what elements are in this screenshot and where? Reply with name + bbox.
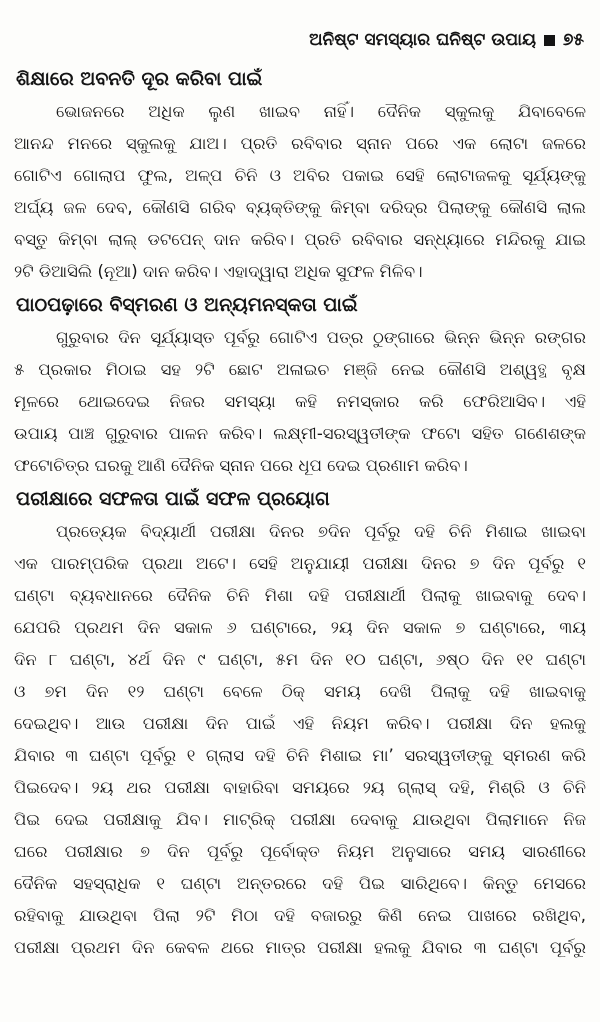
paragraph-line: ପିଇ ଦେଇ ପରୀକ୍ଷାକୁ ଯିବ। ମାଟ୍ରିକ୍ ପରୀକ୍ଷା ଦେବାକୁ ଯାଉଥିବା ପିଲାମାନେ ନିଜ	[14, 810, 586, 829]
section-heading: ପାଠପଢ଼ାରେ ବିସ୍ମରଣ ଓ ଅନ୍ୟମନସ୍କତା ପାଇଁ	[16, 294, 358, 316]
paragraph-line: ଫଟୋଚିତ୍ର ଘରକୁ ଆଣି ଦୈନିକ ସ୍ନାନ ପରେ ଧୂପ ଦେଇ ପ୍ରଣାମ କରିବ।	[14, 456, 468, 475]
paragraph-line: ଗୋଟିଏ ଗୋଲାପ ଫୁଲ, ଅଳ୍ପ ଚିନି ଓ ଅବିର ପକାଇ ସେହି ଲୋଟାଜଳକୁ ସୂର୍ଯ୍ୟଙ୍କୁ	[14, 166, 586, 185]
paragraph-line: ରହିବାକୁ ଯାଉଥିବା ପିଲା ୨ଟି ମିଠା ଦହି ବଜାରରୁ କିଣି ନେଇ ପାଖରେ ରଖିଥିବ,	[14, 906, 586, 925]
paragraph-line: ଯିବାର ୩ ଘଣ୍ଟା ପୂର୍ବରୁ ୧ ଗ୍ଲାସ ଦହି ଚିନି ମିଶାଇ ମା’ ସରସ୍ୱତୀଙ୍କୁ ସ୍ମରଣ କରି	[14, 746, 586, 765]
paragraph-line: ଉପାୟ ପାଞ୍ଚ ଗୁରୁବାର ପାଳନ କରିବ। ଲକ୍ଷ୍ମୀ-ସରସ୍ୱତୀଙ୍କ ଫଟୋ ସହିତ ଗଣେଶଙ୍କ	[14, 424, 586, 443]
paragraph-line: ଓ ୭ମ ଦିନ ୧୨ ଘଣ୍ଟା ବେଳେ ଠିକ୍ ସମୟ ଦେଖି ପିଲାକୁ ଦହି ଖାଇବାକୁ	[14, 682, 586, 701]
paragraph-line: ଗୁରୁବାର ଦିନ ସୂର୍ଯ୍ୟାସ୍ତ ପୂର୍ବରୁ ଗୋଟିଏ ପତ୍ର ଠୁଙ୍ଗାରେ ଭିନ୍ନ ଭିନ୍ନ ରଙ୍ଗର	[56, 328, 586, 347]
paragraph-line: ଘଣ୍ଟା ବ୍ୟବଧାନରେ ଦୈନିକ ଚିନି ମିଶା ଦହି ପରୀକ୍ଷାର୍ଥୀ ପିଲାକୁ ଖାଇବାକୁ ଦେବ।	[14, 586, 586, 605]
paragraph-line: ଘରେ ପରୀକ୍ଷାର ୭ ଦିନ ପୂର୍ବରୁ ପୂର୍ବୋକ୍ତ ନିୟମ ଅନୁସାରେ ସମୟ ସାରଣୀରେ	[14, 842, 586, 861]
paragraph-line: ମୂଳରେ ଥୋଇଦେଇ ନିଜର ସମସ୍ୟା କହି ନମସ୍କାର କରି ଫେରିଆସିବ। ଏହି	[14, 392, 586, 411]
running-head-title: ଅନିଷ୍ଟ ସମସ୍ୟାର ଘନିଷ୍ଟ ଉପାୟ	[309, 30, 536, 50]
paragraph-line: ପିଇଦେବ। ୨ୟ ଥର ପରୀକ୍ଷା ବାହାରିବା ସମୟରେ ୨ୟ ଗ୍ଲାସ୍ ଦହି, ମିଶ୍ରି ଓ ଚିନି	[14, 778, 586, 797]
paragraph-line: ବସ୍ତୁ କିମ୍ବା ଲାଲ୍ ଡଟପେନ୍ ଦାନ କରିବ। ପ୍ରତି ରବିବାର ସନ୍ଧ୍ୟାରେ ମନ୍ଦିରକୁ ଯାଇ	[14, 230, 586, 249]
paragraph-line: ଭୋଜନରେ ଅଧିକ ଲୁଣ ଖାଇବ ନାହିଁ। ଦୈନିକ ସ୍କୁଲକୁ ଯିବାବେଳେ	[56, 102, 586, 121]
paragraph-line: ଅର୍ଘ୍ୟ ଜଳ ଦେବ, କୌଣସି ଗରିବ ବ୍ୟକ୍ତିଙ୍କୁ କିମ୍ବା ଦରିଦ୍ର ପିଲାଙ୍କୁ କୌଣସି ଲାଲ	[14, 198, 586, 217]
page-number: ୭୫	[562, 30, 584, 50]
paragraph-line: ଦେଇଥିବ। ଆଉ ପରୀକ୍ଷା ଦିନ ପାଇଁ ଏହି ନିୟମ କରିବ। ପରୀକ୍ଷା ଦିନ ହଲକୁ	[14, 714, 586, 733]
paragraph-line: ୫ ପ୍ରକାର ମିଠାଇ ସହ ୨ଟି ଛୋଟ ଅଳାଇଚ ମଞ୍ଜି ନେଇ କୌଣସି ଅଶ୍ୱତ୍ଥ ବୃକ୍ଷ	[14, 360, 586, 379]
paragraph-line: ଦୈନିକ ସହସ୍ରାଧିକ ୧ ଘଣ୍ଟା ଅନ୍ତରରେ ଦହି ପିଇ ସାରିଥିବେ। କିନ୍ତୁ ମେସରେ	[14, 874, 586, 893]
paragraph-line: ଦିନ ୮ ଘଣ୍ଟା, ୪ର୍ଥ ଦିନ ୯ ଘଣ୍ଟା, ୫ମ ଦିନ ୧୦ ଘଣ୍ଟା, ୬ଷ୍ଠ ଦିନ ୧୧ ଘଣ୍ଟା	[14, 650, 586, 669]
paragraph-line: ପ୍ରତ୍ୟେକ ବିଦ୍ୟାର୍ଥୀ ପରୀକ୍ଷା ଦିନର ୭ଦିନ ପୂର୍ବରୁ ଦହି ଚିନି ମିଶାଇ ଖାଇବା	[56, 522, 586, 541]
section-heading: ଶିକ୍ଷାରେ ଅବନତି ଦୂର କରିବା ପାଇଁ	[16, 68, 263, 90]
paragraph-line: ପରୀକ୍ଷା ପ୍ରଥମ ଦିନ କେବଳ ଥରେ ମାତ୍ର ପରୀକ୍ଷା ହଲକୁ ଯିବାର ୩ ଘଣ୍ଟା ପୂର୍ବରୁ	[14, 938, 586, 957]
square-bullet-icon	[544, 35, 555, 46]
section-heading: ପରୀକ୍ଷାରେ ସଫଳତା ପାଇଁ ସଫଳ ପ୍ରୟୋଗ	[16, 488, 330, 510]
running-head	[309, 30, 584, 50]
paragraph-line: ଆନନ୍ଦ ମନରେ ସ୍କୁଲକୁ ଯାଅ। ପ୍ରତି ରବିବାର ସ୍ନାନ ପରେ ଏକ ଲୋଟା ଜଳରେ	[14, 134, 586, 153]
paragraph-line: ଯେପରି ପ୍ରଥମ ଦିନ ସକାଳ ୬ ଘଣ୍ଟାରେ, ୨ୟ ଦିନ ସକାଳ ୭ ଘଣ୍ଟାରେ, ୩ୟ	[14, 618, 586, 637]
paragraph-line: ଏକ ପାରମ୍ପରିକ ପ୍ରଥା ଅଟେ। ସେହି ଅନୁଯାୟୀ ପରୀକ୍ଷା ଦିନର ୭ ଦିନ ପୂର୍ବରୁ ୧	[14, 554, 586, 573]
paragraph-line: ୨ଟି ଡିଆସିଲି (ନୂଆ) ଦାନ କରିବ। ଏହାଦ୍ୱାରା ଅଧିକ ସୁଫଳ ମିଳିବ।	[14, 262, 423, 281]
page-content	[14, 62, 586, 964]
